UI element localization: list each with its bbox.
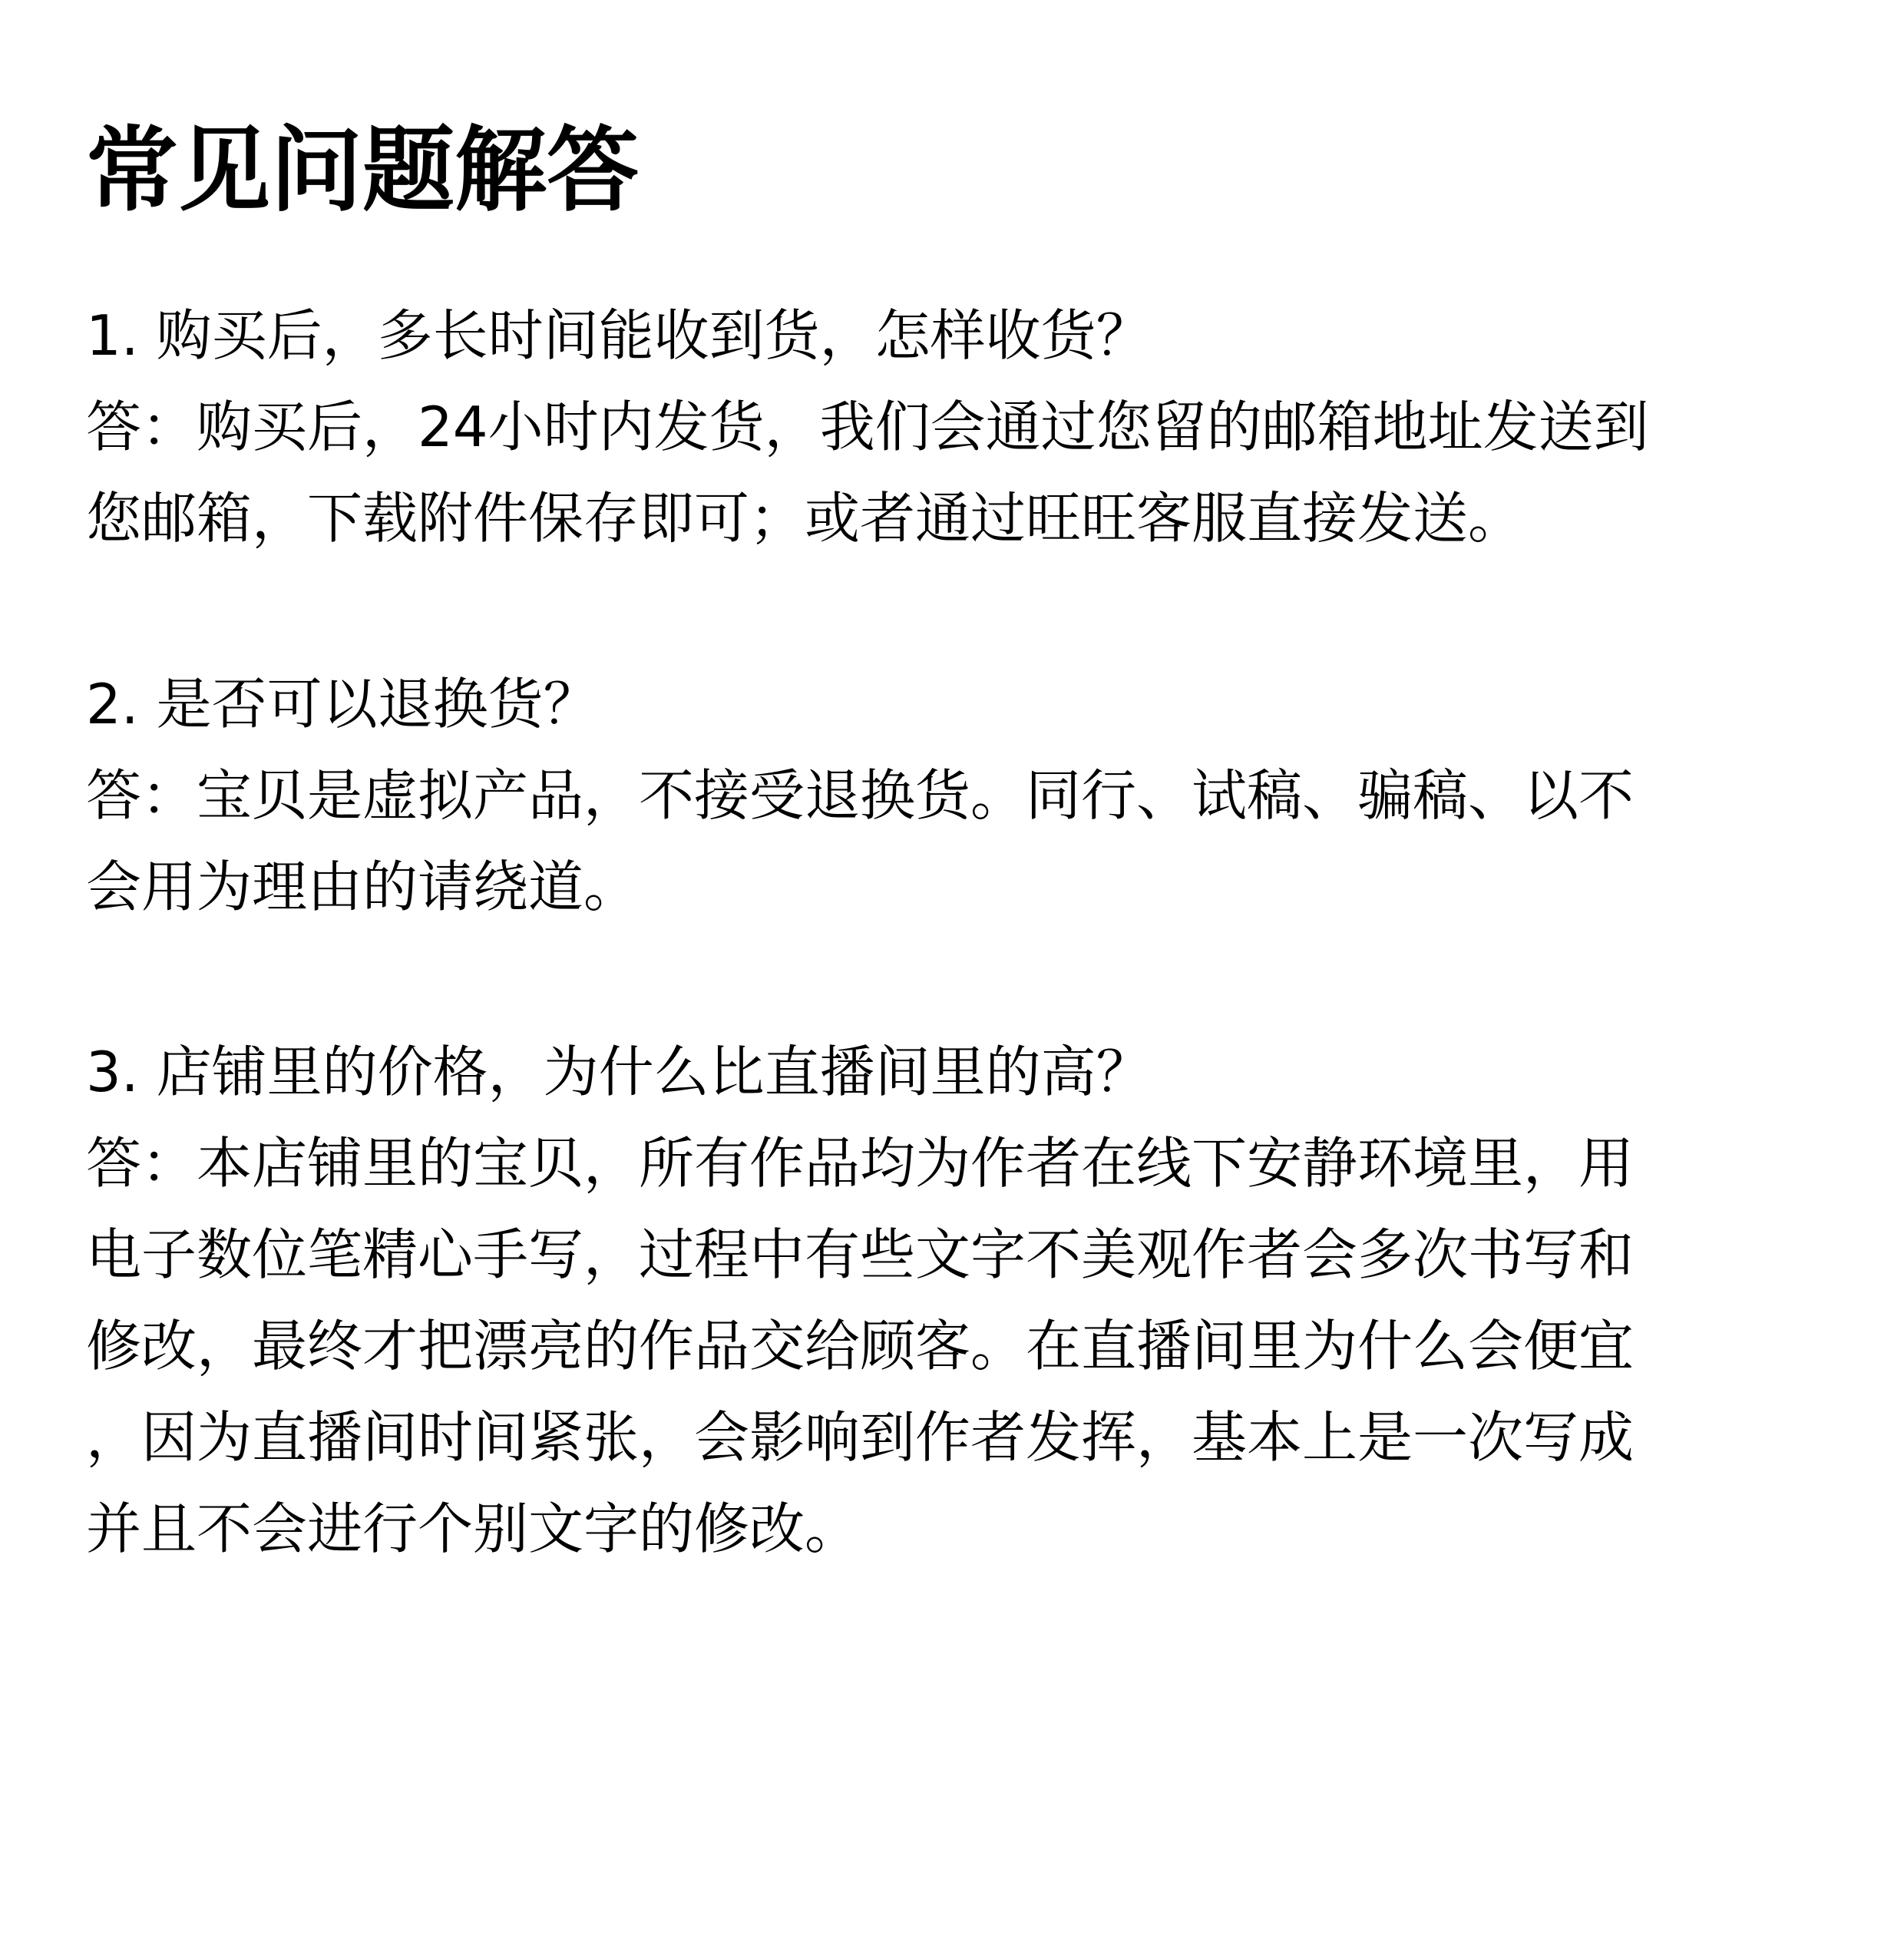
faq-answer-line: 并且不会进行个别文字的修改。 xyxy=(86,1497,861,1561)
faq-question: 3. 店铺里的价格，为什么比直播间里的高？ xyxy=(86,1040,1152,1104)
faq-answer-line: 答：宝贝是虚拟产品，不接受退换货。同行、试稿、骗稿、以不 xyxy=(86,763,1635,828)
faq-answer-line: 修改，最终才把漂亮的作品交给顾客。在直播间里为什么会便宜 xyxy=(86,1314,1635,1378)
page-title: 常见问题解答 xyxy=(86,117,639,224)
faq-answer-line: 答：购买后，24小时内发货，我们会通过您留的邮箱地址发送到 xyxy=(86,395,1649,459)
faq-item-3 xyxy=(86,1027,1821,1575)
faq-answer-line: 答：本店铺里的宝贝，所有作品均为作者在线下安静环境里，用 xyxy=(86,1131,1635,1196)
faq-answer-line: ，因为直播间时间紧张，会影响到作者发挥，基本上是一次写成 xyxy=(86,1405,1635,1470)
faq-item-1 xyxy=(86,290,1821,564)
faq-answer-line: 会用为理由的请绕道。 xyxy=(86,855,640,919)
faq-question: 2. 是否可以退换货？ xyxy=(86,672,599,736)
faq-item-2 xyxy=(86,659,1821,933)
faq-question: 1. 购买后，多长时间能收到货，怎样收货？ xyxy=(86,303,1152,368)
faq-answer-line: 您邮箱，下载附件保存即可；或者通过旺旺客服直接发送。 xyxy=(86,486,1524,551)
faq-answer-line: 电子数位笔精心手写，过程中有些文字不美观作者会多次书写和 xyxy=(86,1222,1635,1287)
